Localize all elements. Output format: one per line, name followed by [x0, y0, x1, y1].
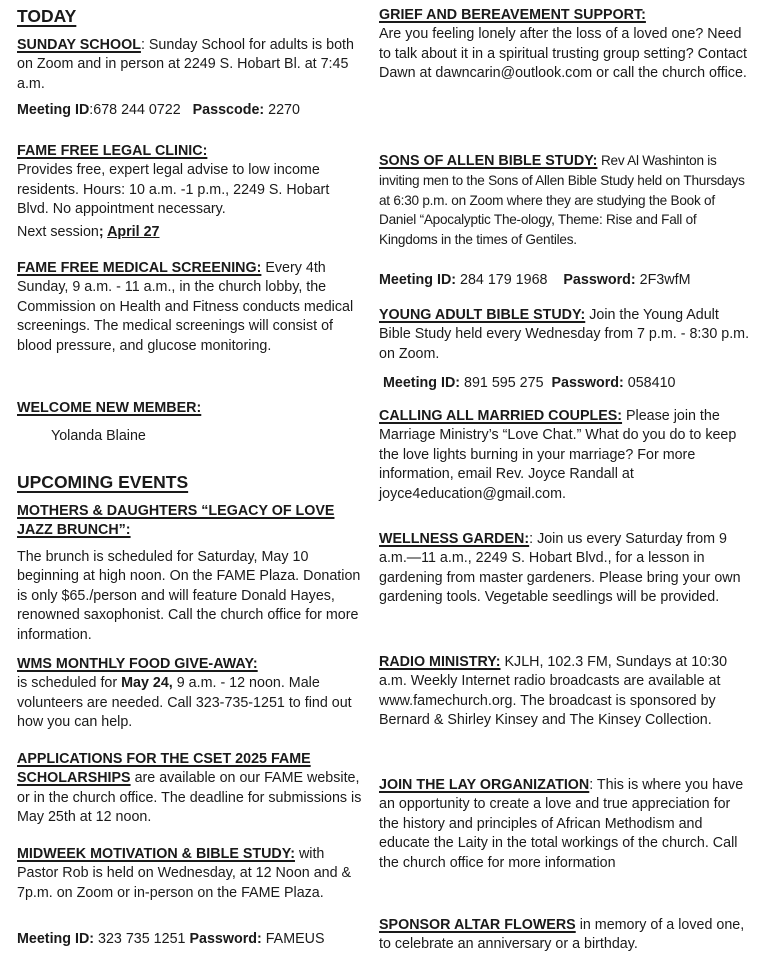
radio-body: KJLH, 102.3 FM, Sundays at 10:30 a.m. Weekly Internet radio broadcasts are available at www.famechurch.org. The broadcast is sponsored by Bernard & Shirley Kinsey and The Kinsey Collection.	[379, 654, 728, 729]
medical-item	[17, 259, 362, 356]
sunday-school-body: Sunday School for adults is both on Zoom and in person at 2249 S. Hobart Bl. at 7:45 a.m.	[17, 37, 354, 92]
young-item	[379, 306, 754, 364]
new-member-name: Yolanda Blaine	[51, 428, 146, 444]
welcome-title: WELCOME NEW MEMBER:	[17, 400, 202, 416]
upcoming-heading: UPCOMING EVENTS	[17, 472, 189, 492]
young-body: Join the Young Adult Bible Study held every Wednesday from 7 p.m. - 8:30 p.m. on Zoom.	[379, 307, 750, 362]
today-heading: TODAY	[17, 6, 77, 26]
lay-title: JOIN THE LAY ORGANIZATION	[379, 777, 590, 793]
flowers-title: SPONSOR ALTAR FLOWERS	[379, 917, 576, 933]
radio-item	[379, 653, 754, 731]
cset-item	[17, 750, 362, 828]
couples-body: Please join the Marriage Ministry’s “Love Chat.” What do you do to keep the love lights burning in your marriage? For more information, email Rev. Joyce Randall at joyce4education@gmail.com.	[379, 408, 737, 502]
grief-title: GRIEF AND BEREAVEMENT SUPPORT:	[379, 7, 646, 23]
sunday-school-meeting: Meeting ID:678 244 0722 Passcode: 2270	[17, 102, 300, 118]
midweek-meeting: Meeting ID: 323 735 1251 Password: FAMEUS	[17, 931, 325, 947]
wellness-item	[379, 530, 754, 608]
grief-body: Are you feeling lonely after the loss of a loved one? Need to talk about it in a spiritual trusting group setting? Contact Dawn at dawncarin@outlook.com or call the church office.	[379, 26, 747, 82]
midweek-body: with Pastor Rob is held on Wednesday, at 12 Noon and & 7p.m. on Zoom or in-person on the FAME Plaza.	[17, 846, 352, 901]
sons-item	[379, 151, 754, 249]
cset-title: APPLICATIONS FOR THE CSET 2025 FAME SCHOLARSHIPS	[17, 751, 311, 787]
brunch-body: The brunch is scheduled for Saturday, May 10 beginning at high noon. On the FAME Plaza. Donation is only $65./person and will feature Donald Hayes, renowned saxophonist. Call the church office for more information.	[17, 549, 361, 643]
young-title: YOUNG ADULT BIBLE STUDY:	[379, 307, 586, 323]
legal-clinic-next: Next session; April 27	[17, 224, 160, 240]
sunday-school-title: SUNDAY SCHOOL	[17, 37, 141, 53]
cset-body: are available on our FAME website, or in the church office. The deadline for submissions is May 25th at 12 noon.	[17, 770, 362, 826]
couples-item	[379, 407, 754, 504]
wellness-body: : Join us every Saturday from 9 a.m.—11 a.m., 2249 S. Hobart Blvd., for a lesson in gardening from master gardeners. Please bring your own gardening tools. Vegetable seedlings will be provided.	[379, 531, 741, 606]
medical-body: Every 4th Sunday, 9 a.m. - 11 a.m., in the church lobby, the Commission on Health and Fitness conducts medical screenings. The medical screenings will consist of blood pressure, and glucose monitoring.	[17, 260, 354, 354]
flowers-item	[379, 916, 754, 955]
brunch-title: MOTHERS & DAUGHTERS “LEGACY OF LOVE JAZZ BRUNCH”:	[17, 503, 335, 539]
sons-meeting: Meeting ID: 284 179 1968 Password: 2F3wfM	[379, 272, 691, 288]
lay-item	[379, 776, 754, 873]
next-session-date: April 27	[107, 224, 160, 240]
midweek-item	[17, 845, 362, 903]
young-meeting: Meeting ID: 891 595 275 Password: 058410	[383, 375, 676, 391]
legal-clinic-body: Provides free, expert legal advise to low income residents. Hours: 10 a.m. -1 p.m., 2249 S. Hobart Blvd. No appointment necessary.	[17, 162, 330, 218]
sunday-school-item: SUNDAY SCHOOL: Sunday School for adults is both on Zoom and in person at 2249 S. Hobart Bl. at 7:45 a.m.	[17, 37, 354, 92]
medical-title: FAME FREE MEDICAL SCREENING:	[17, 260, 262, 276]
flowers-body: in memory of a loved one, to celebrate an anniversary or a birthday.	[379, 917, 745, 953]
wms-body: is scheduled for May 24, 9 a.m. - 12 noon. Male volunteers are needed. Call 323-735-1251 to find out how you can help.	[17, 675, 352, 731]
brunch-item	[17, 502, 362, 541]
legal-clinic-title: FAME FREE LEGAL CLINIC:	[17, 143, 208, 159]
grief-item	[379, 6, 754, 84]
legal-clinic-item	[17, 142, 362, 220]
wms-item	[17, 655, 362, 733]
wms-title: WMS MONTHLY FOOD GIVE-AWAY:	[17, 656, 258, 672]
wellness-title: WELLNESS GARDEN:	[379, 531, 530, 547]
sons-title: SONS OF ALLEN BIBLE STUDY:	[379, 153, 598, 169]
welcome-item	[17, 399, 362, 418]
midweek-title: MIDWEEK MOTIVATION & BIBLE STUDY:	[17, 846, 295, 862]
sons-body: Rev Al Washinton is inviting men to the Sons of Allen Bible Study held on Thursdays at 6:30 p.m. on Zoom where they are studying the Book of Daniel “Apocalyptic The-ology, Theme: Rise and Fall of Kingdoms in the times of Gentiles.	[379, 153, 745, 247]
lay-body: : This is where you have an opportunity to create a love and true appreciation for the history and principles of African Methodism and educate the Laity in the total workings of the church. Call the church office for more information	[379, 777, 744, 871]
couples-title: CALLING ALL MARRIED COUPLES:	[379, 408, 623, 424]
radio-title: RADIO MINISTRY:	[379, 654, 501, 670]
